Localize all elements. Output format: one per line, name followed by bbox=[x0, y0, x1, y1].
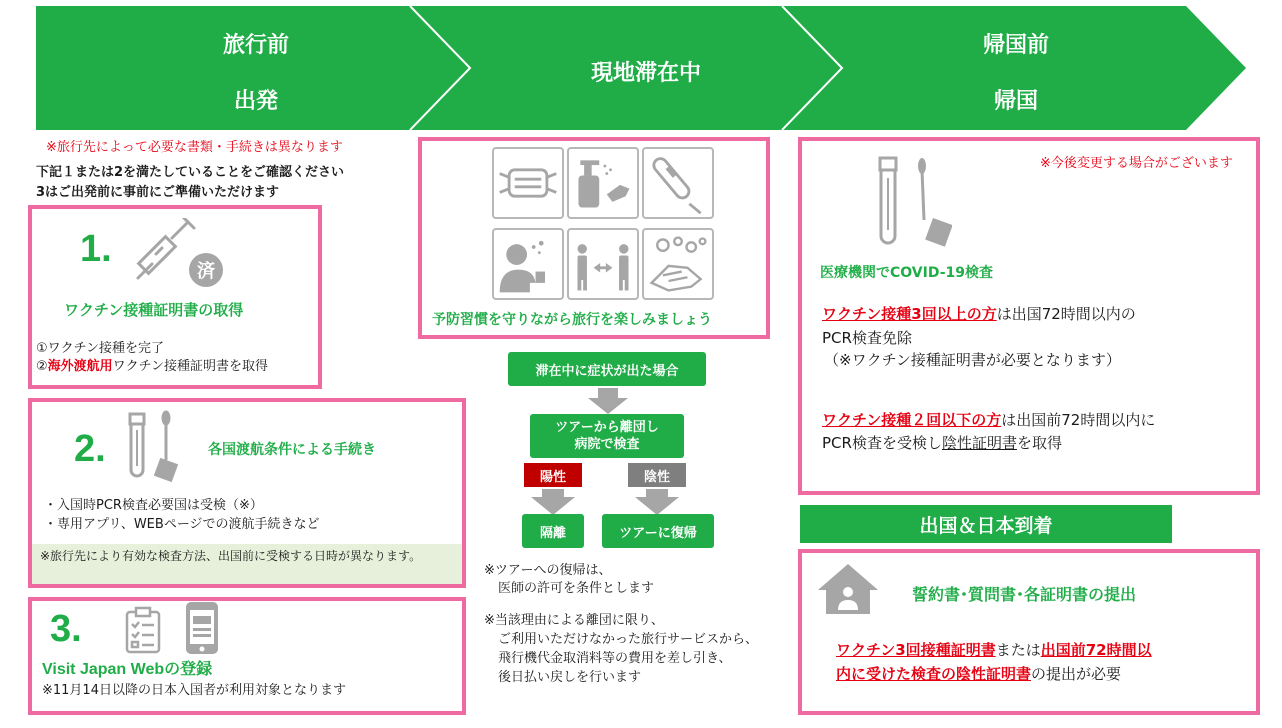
flow-leave-tour-box: ツアーから離団し 病院で検査 bbox=[530, 414, 684, 458]
flow-isolation-box: 隔離 bbox=[522, 514, 584, 548]
during-note1-line1: ※ツアーへの復帰は、 bbox=[484, 563, 612, 578]
step1-line1: ①ワクチン接種を完了 bbox=[36, 341, 165, 356]
checklist-icon bbox=[124, 606, 162, 654]
before-confirm-line1: 下記１または2を満たしていることをご確認ください bbox=[36, 165, 345, 180]
syringe-icon bbox=[132, 218, 228, 288]
during-note1-line2: 医師の許可を条件とします bbox=[498, 581, 655, 596]
pcr-test-kit-icon bbox=[874, 154, 952, 252]
before-confirm-line2: 3はご出発前に事前にご準備いただけます bbox=[36, 185, 280, 200]
step2-bullet1: ・入国時PCR検査必要国は受検（※） bbox=[44, 498, 263, 513]
during-note2-line2: ご利用いただけなかった旅行サービスから、 bbox=[498, 632, 759, 647]
during-note2-line1: ※当該理由による離団に限り、 bbox=[484, 613, 664, 628]
flow-symptom-box: 滞在中に症状が出た場合 bbox=[508, 352, 706, 386]
step3-title: Visit Japan Webの登録 bbox=[42, 661, 213, 678]
return-note: ※今後変更する場合がございます bbox=[1040, 156, 1233, 171]
step2-bullet2: ・専用アプリ、WEBページでの渡航手続きなど bbox=[44, 517, 320, 532]
flow-arrow-down-1 bbox=[588, 388, 628, 414]
flow-positive-tag: 陽性 bbox=[524, 463, 582, 487]
return-para2-line2: PCR検査を受検し陰性証明書を取得 bbox=[822, 434, 1062, 452]
step2-note: ※旅行先により有効な検査方法、出国前に受検する日時が異なります。 bbox=[32, 544, 462, 584]
stage1-subtitle: 出発 bbox=[233, 89, 278, 114]
step2-title: 各国渡航条件による手続き bbox=[208, 442, 376, 458]
house-icon bbox=[816, 562, 880, 616]
stage3-title: 帰国前 bbox=[982, 33, 1049, 58]
during-note2-line4: 後日払い戻しを行います bbox=[498, 670, 642, 685]
stage1-title: 旅行前 bbox=[222, 33, 289, 58]
step1-title: ワクチン接種証明書の取得 bbox=[64, 301, 244, 319]
return-para1-line1: ワクチン接種3回以上の方は出国72時間以内の bbox=[822, 305, 1136, 323]
thermometer-icon bbox=[642, 147, 714, 219]
step1-number: 1. bbox=[80, 228, 112, 270]
mask-icon bbox=[492, 147, 564, 219]
before-note: ※旅行先によって必要な書類・手続きは異なります bbox=[46, 140, 343, 155]
stage2-title: 現地滞在中 bbox=[590, 61, 701, 86]
stage3-subtitle: 帰国 bbox=[993, 89, 1038, 114]
step1-line2: ②海外渡航用ワクチン接種証明書を取得 bbox=[36, 359, 269, 374]
pcr-test-tube-icon bbox=[124, 410, 196, 486]
arrival-banner: 出国＆日本到着 bbox=[800, 505, 1172, 543]
covid-test-title: 医療機関でCOVID-19検査 bbox=[820, 265, 994, 281]
handwash-icon bbox=[642, 228, 714, 300]
submission-line2: 内に受けた検査の陰性証明書の提出が必要 bbox=[836, 665, 1122, 683]
step3-number: 3. bbox=[50, 608, 82, 650]
step2-number: 2. bbox=[74, 428, 106, 470]
submission-title: 誓約書･質問書･各証明書の提出 bbox=[912, 585, 1137, 604]
step1-badge: 済 bbox=[197, 261, 215, 282]
return-para1-line2: PCR検査免除 bbox=[822, 329, 912, 347]
step3-note: ※11月14日以降の日本入国者が利用対象となります bbox=[42, 683, 346, 698]
flow-arrow-down-negative bbox=[635, 489, 679, 515]
return-para1-line3: （※ワクチン接種証明書が必要となります） bbox=[824, 351, 1121, 369]
return-para2-line1: ワクチン接種２回以下の方は出国前72時間以内に bbox=[822, 411, 1156, 429]
flow-negative-tag: 陰性 bbox=[628, 463, 686, 487]
cough-icon bbox=[492, 228, 564, 300]
social-distance-icon bbox=[567, 228, 639, 300]
hand-sanitizer-icon bbox=[567, 147, 639, 219]
flow-return-tour-box: ツアーに復帰 bbox=[602, 514, 714, 548]
flow-arrow-down-positive bbox=[531, 489, 575, 515]
submission-line1: ワクチン3回接種証明書または出国前72時間以 bbox=[836, 641, 1152, 659]
during-note2-line3: 飛行機代金取消料等の費用を差し引き、 bbox=[498, 651, 732, 666]
smartphone-icon bbox=[184, 600, 220, 656]
habits-caption: 予防習慣を守りながら旅行を楽しみましょう bbox=[432, 312, 712, 328]
